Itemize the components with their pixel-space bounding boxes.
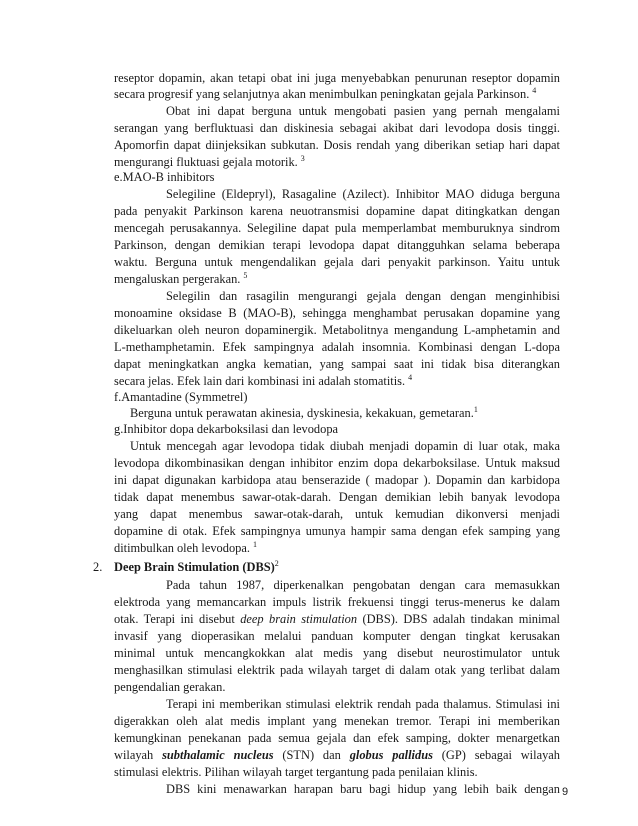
text-span: wilayah (114, 748, 154, 762)
text-line: dapat meningkatkan angka kematian, yang sampai saat ini tidak bisa diterangkan (114, 357, 560, 371)
text-span: mengurangi fluktuasi gejala motorik. (114, 155, 298, 169)
text-line: Selegilin dan rasagilin mengurangi gejala dengan dengan menginhibisi (166, 289, 560, 303)
text-span: (DBS). DBS adalah tindakan minimal (362, 612, 560, 626)
text-line: DBS kini menawarkan harapan baru bagi hidup yang lebih baik dengan (166, 782, 560, 796)
text-line (114, 87, 536, 102)
text-line: Pada tahun 1987, diperkenalkan pengobatan dengan cara memasukkan (166, 578, 560, 592)
text-span-bold-italic: subthalamic nucleus (162, 748, 274, 762)
section-heading (114, 560, 279, 575)
text-line: elektroda yang memancarkan impuls listrik frekuensi tinggi terus-menerus ke dalam (114, 595, 560, 609)
footnote-ref: 4 (532, 85, 537, 95)
text-line: reseptor dopamin, akan tetapi obat ini juga menyebabkan penurunan reseptor dopamin (114, 71, 560, 85)
text-line: Untuk mencegah agar levodopa tidak diubah menjadi dopamin di luar otak, maka (130, 439, 560, 453)
text-line: dopamine di otak. Efek sampingnya umunya hampir sama dengan efek samping yang (114, 524, 560, 538)
text-line: waktu. Berguna untuk mengendalikan gejala dari penyakit parkinson. Yaitu untuk (114, 255, 560, 269)
text-line (114, 541, 257, 556)
text-line: ini dapat digunakan karbidopa atau benserazide ( madopar ). Dopamin dan karbidopa (114, 473, 560, 487)
text-line (130, 406, 478, 421)
text-span: ditimbulkan oleh levodopa. (114, 541, 250, 555)
text-span: secara jelas. Efek lain dari kombinasi ini adalah stomatitis. (114, 374, 406, 388)
section-heading: g.Inhibitor dopa dekarboksilasi dan levodopa (114, 422, 339, 436)
text-line: Apomorfin dapat diinjeksikan subkutan. Dosis rendah yang diberikan setiap hari dapat (114, 138, 560, 152)
text-span: (STN) dan (282, 748, 341, 762)
section-heading: e.MAO-B inhibitors (114, 170, 215, 184)
footnote-ref: 5 (243, 270, 248, 280)
text-line: L-methamphetamin. Efek sampingnya adalah insomnia. Kombinasi dengan L-dopa (114, 340, 560, 354)
text-line: levodopa dikombinasikan dengan inhibitor enzim dopa dekarboksilase. Untuk maksud (114, 456, 560, 470)
text-line: dikeluarkan oleh neuron dopaminergik. Metabolitnya mengandung L-amphetamin and (114, 323, 560, 337)
footnote-ref: 1 (473, 404, 478, 414)
text-line: kemungkinan penekanan pada semua gejala dan efek samping, dokter menargetkan (114, 731, 560, 745)
text-line: minimal untuk mencangkokkan alat medis yang disebut neurostimulator untuk (114, 646, 560, 660)
text-span-bold-italic: globus pallidus (349, 748, 433, 762)
text-line (114, 374, 412, 389)
text-line: pengendalian gerakan. (114, 680, 226, 694)
text-span: mengaluskan pergerakan. (114, 272, 241, 286)
text-line (114, 272, 247, 287)
text-line: tidak dapat menembus sawar-otak-darah. Dengan demikian lebih banyak levodopa (114, 490, 560, 504)
text-line: monoamine oksidase B (MAO-B), sehingga menghambat perusakan dopamine yang (114, 306, 560, 320)
heading-text: Deep Brain Stimulation (DBS) (114, 560, 275, 574)
text-span: (GP) sebagai wilayah (441, 748, 560, 762)
text-line: serangan yang berfluktuasi dan diskinesia sebagai akibat dari levodopa dosis tinggi. (114, 121, 560, 135)
text-span: secara progresif yang selanjutnya akan menimbulkan peningkatan gejala Parkinson. (114, 87, 530, 101)
text-span-italic: deep brain stimulation (240, 612, 358, 626)
text-line (114, 748, 560, 763)
text-line (114, 155, 305, 170)
text-line: invasif yang dioperasikan melalui panduan komputer dengan tingkat kerusakan (114, 629, 560, 643)
text-span: Berguna untuk perawatan akinesia, dyskinesia, kekakuan, gemetaran. (130, 406, 474, 420)
text-span: otak. Terapi ini disebut (114, 612, 235, 626)
text-line: Selegiline (Eldepryl), Rasagaline (Azilect). Inhibitor MAO diduga berguna (166, 187, 560, 201)
text-line: Obat ini dapat berguna untuk mengobati pasien yang pernah mengalami (166, 104, 560, 118)
text-line: yang dapat menembus sawar-otak-darah, untuk kemudian dikonversi menjadi (114, 507, 560, 521)
footnote-ref: 3 (300, 153, 305, 163)
text-line: digerakkan oleh alat medis implant yang menekan tremor. Terapi ini memberikan (114, 714, 560, 728)
footnote-ref: 1 (252, 539, 257, 549)
footnote-ref: 2 (274, 558, 279, 568)
text-line (114, 612, 560, 627)
section-heading: f.Amantadine (Symmetrel) (114, 390, 248, 404)
footnote-ref: 4 (408, 372, 413, 382)
text-line: mencegah perusakannya. Selegiline dapat pula memperlambat memburuknya sindrom (114, 221, 560, 235)
list-number: 2. (93, 560, 103, 574)
text-line: Terapi ini memberikan stimulasi elektrik rendah pada thalamus. Stimulasi ini (166, 697, 560, 711)
page-number: 9 (562, 786, 569, 798)
text-line: menghasilkan stimulasi elektrik pada wilayah target di dalam otak yang terlibat dalam (114, 663, 560, 677)
text-line: Parkinson, dengan demikian terapi levodopa dapat ditangguhkan selama beberapa (114, 238, 560, 252)
text-line: pada penyakit Parkinson karena neuotransmisi dopamine dapat ditingkatkan dengan (114, 204, 560, 218)
text-line: stimulasi elektris. Pilihan wilayah target tergantung pada penilaian klinis. (114, 765, 478, 779)
